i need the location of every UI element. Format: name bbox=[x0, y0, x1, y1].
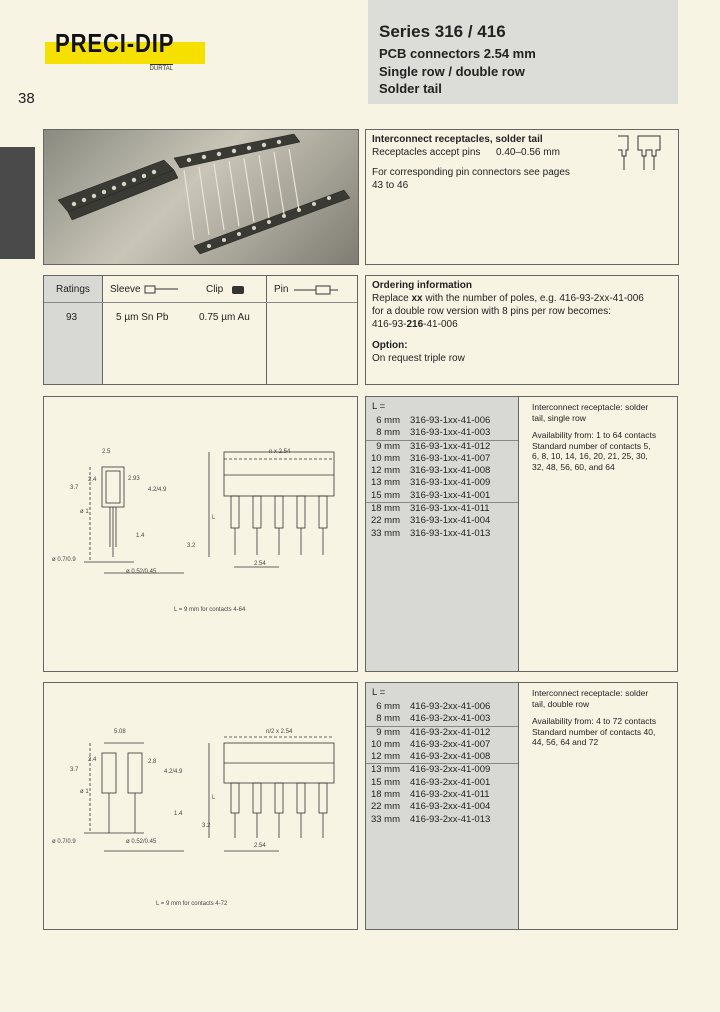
single-row-technical-drawing bbox=[44, 397, 357, 671]
code-len: 10 mm bbox=[370, 452, 400, 464]
code-value: 316-93-1xx-41-009 bbox=[410, 477, 491, 489]
double-row-technical-drawing bbox=[44, 683, 357, 929]
code-len: 12 mm bbox=[370, 465, 400, 477]
code-len: 6 mm bbox=[376, 415, 400, 426]
code-row bbox=[366, 801, 518, 813]
dim-single-d13: L bbox=[212, 515, 216, 521]
code-row bbox=[366, 515, 518, 527]
double-row-desc-panel bbox=[517, 682, 678, 930]
dim-double-d2: 2.4 bbox=[88, 757, 97, 763]
avail-line: Availability from: 4 to 72 contacts bbox=[532, 716, 657, 726]
code-len: 9 mm bbox=[376, 726, 400, 738]
ordering-line-1 bbox=[372, 293, 644, 306]
sleeve-icon bbox=[144, 284, 180, 296]
code-len: 8 mm bbox=[376, 427, 400, 439]
preci-dip-logo bbox=[45, 28, 205, 72]
code-len: 9 mm bbox=[376, 440, 400, 452]
code-value: 416-93-2xx-41-009 bbox=[410, 764, 491, 776]
avail-line: Standard number of contacts 5, bbox=[532, 440, 651, 451]
code-row bbox=[366, 777, 518, 789]
code-row bbox=[366, 440, 518, 453]
sleeve-header: Sleeve bbox=[110, 284, 141, 295]
clip-value: 0.75 µm Au bbox=[199, 312, 250, 323]
single-row-drawing-panel bbox=[43, 396, 358, 672]
ordering-line-3-bold: 216 bbox=[406, 319, 424, 330]
code-len: 18 mm bbox=[370, 789, 400, 801]
corresponding-text: For corresponding pin connectors see pages bbox=[372, 167, 570, 178]
sleeve-value: 5 µm Sn Pb bbox=[116, 312, 169, 323]
option-heading: Option: bbox=[372, 340, 408, 351]
code-value: 316-93-1xx-41-012 bbox=[410, 440, 491, 452]
code-value: 316-93-1xx-41-001 bbox=[410, 489, 491, 501]
dim-double-d12: 2.54 bbox=[254, 843, 266, 849]
ratings-divider-1 bbox=[102, 276, 103, 384]
page-number: 38 bbox=[18, 90, 35, 107]
code-len: 13 mm bbox=[370, 764, 400, 776]
code-value: 316-93-1xx-41-007 bbox=[410, 452, 491, 464]
dim-double-d3: 3.7 bbox=[70, 767, 79, 773]
corresponding-pages: 43 to 46 bbox=[372, 180, 409, 191]
code-value: 316-93-1xx-41-006 bbox=[410, 415, 491, 426]
code-row bbox=[366, 477, 518, 489]
dim-single-d11: n x 2.54 bbox=[269, 449, 291, 455]
code-row bbox=[366, 490, 518, 502]
avail-line: Standard number of contacts 40, bbox=[532, 726, 656, 737]
dim-double-d9: ø 0.7/0.9 bbox=[52, 839, 76, 845]
connector-photo-drawing bbox=[44, 130, 358, 264]
code-value: 316-93-1xx-41-003 bbox=[410, 427, 491, 439]
code-row bbox=[366, 763, 518, 776]
ordering-line-1-pre: Replace bbox=[372, 293, 412, 304]
pin-icon bbox=[292, 284, 340, 296]
code-value: 416-93-2xx-41-003 bbox=[410, 713, 491, 725]
code-row bbox=[366, 528, 518, 540]
rating-value: 93 bbox=[66, 312, 78, 323]
accept-label: Receptacles accept pins bbox=[372, 147, 481, 158]
code-value: 416-93-2xx-41-004 bbox=[410, 801, 491, 813]
code-len: 6 mm bbox=[376, 701, 400, 712]
code-len: 33 mm bbox=[370, 813, 400, 825]
desc-line: Interconnect receptacle: solder bbox=[532, 688, 649, 698]
ratings-box bbox=[43, 275, 358, 385]
code-row bbox=[366, 701, 518, 713]
dim-single-d5: 4.2/4.9 bbox=[148, 487, 167, 493]
code-value: 416-93-2xx-41-008 bbox=[410, 751, 491, 763]
code-row bbox=[366, 453, 518, 465]
pin-header: Pin bbox=[274, 284, 289, 295]
double-row-desc bbox=[532, 688, 656, 748]
code-row bbox=[366, 751, 518, 763]
dim-double-d6: ø 1 bbox=[80, 789, 89, 795]
code-len: 15 mm bbox=[370, 776, 400, 788]
double-row-code-panel bbox=[365, 682, 519, 930]
ordering-line-1-bold: xx bbox=[411, 293, 423, 304]
single-row-l-label: L = bbox=[372, 401, 386, 412]
header-line-1: PCB connectors 2.54 mm bbox=[379, 46, 536, 61]
header-line-2: Single row / double row bbox=[379, 64, 525, 79]
code-len: 13 mm bbox=[370, 477, 400, 489]
single-row-desc-panel bbox=[517, 396, 678, 672]
desc-line: tail, double row bbox=[532, 698, 590, 709]
ordering-info-box bbox=[365, 275, 679, 385]
dim-double-d8: 3.2 bbox=[202, 823, 211, 829]
dim-single-d10: ø 0.52/0.45 bbox=[126, 569, 157, 575]
single-row-code-panel bbox=[365, 396, 519, 672]
ratings-row-divider bbox=[44, 302, 357, 303]
option-text: On request triple row bbox=[372, 353, 465, 364]
avail-line: Availability from: 1 to 64 contacts bbox=[532, 430, 657, 440]
code-row bbox=[366, 427, 518, 439]
code-len: 18 mm bbox=[370, 503, 400, 515]
header-line-3: Solder tail bbox=[379, 81, 442, 96]
dim-single-d2: 2.4 bbox=[88, 477, 97, 483]
dim-single-d12: 2.54 bbox=[254, 561, 266, 567]
clip-icon bbox=[231, 285, 247, 295]
code-row bbox=[366, 415, 518, 427]
code-value: 316-93-1xx-41-013 bbox=[410, 527, 491, 539]
code-value: 416-93-2xx-41-012 bbox=[410, 726, 491, 738]
double-row-code-list bbox=[366, 701, 518, 826]
clip-header: Clip bbox=[206, 284, 224, 295]
ordering-line-2: for a double row version with 8 pins per row becomes: bbox=[372, 306, 612, 317]
code-value: 416-93-2xx-41-013 bbox=[410, 813, 491, 825]
dim-double-d7: 1.4 bbox=[174, 811, 183, 817]
dim-double-d11: n/2 x 2.54 bbox=[266, 729, 293, 735]
ordering-line-3-pre: 416-93- bbox=[372, 319, 407, 330]
code-value: 316-93-1xx-41-011 bbox=[410, 503, 490, 515]
code-value: 316-93-1xx-41-004 bbox=[410, 515, 491, 527]
code-value: 416-93-2xx-41-011 bbox=[410, 789, 490, 801]
ordering-line-3 bbox=[372, 319, 458, 332]
ratings-header: Ratings bbox=[56, 284, 90, 295]
code-value: 416-93-2xx-41-006 bbox=[410, 701, 491, 712]
code-row bbox=[366, 726, 518, 739]
dim-double-d4: 2.8 bbox=[148, 759, 157, 765]
code-row bbox=[366, 502, 518, 515]
ratings-divider-2 bbox=[266, 276, 267, 384]
ordering-line-1-post: with the number of poles, e.g. 416-93-2xx-41-006 bbox=[422, 293, 644, 304]
code-row bbox=[366, 739, 518, 751]
dim-single-d9: ø 0.7/0.9 bbox=[52, 557, 76, 563]
single-row-desc bbox=[532, 402, 656, 472]
dim-double-d1: 5.08 bbox=[114, 729, 126, 735]
code-len: 8 mm bbox=[376, 713, 400, 725]
code-value: 416-93-2xx-41-001 bbox=[410, 776, 491, 788]
double-row-drawing-panel bbox=[43, 682, 358, 930]
series-header bbox=[368, 0, 678, 104]
logo-text: PRECI-DIP bbox=[55, 28, 175, 58]
avail-line: 6, 8, 10, 14, 16, 20, 21, 25, 30, bbox=[532, 451, 648, 461]
code-len: 22 mm bbox=[370, 801, 400, 813]
code-value: 316-93-1xx-41-008 bbox=[410, 465, 491, 477]
accept-value: 0.40–0.56 mm bbox=[496, 147, 560, 158]
desc-line: Interconnect receptacle: solder bbox=[532, 402, 649, 412]
avail-line: 44, 56, 64 and 72 bbox=[532, 737, 599, 747]
info-heading: Interconnect receptacles, solder tail bbox=[372, 134, 543, 145]
code-len: 33 mm bbox=[370, 527, 400, 539]
ordering-line-3-post: -41-006 bbox=[423, 319, 458, 330]
code-len: 15 mm bbox=[370, 489, 400, 501]
double-row-caption: L = 9 mm for contacts 4-72 bbox=[156, 901, 228, 907]
double-row-l-label: L = bbox=[372, 687, 386, 698]
code-row bbox=[366, 465, 518, 477]
desc-line: tail, single row bbox=[532, 412, 586, 423]
receptacle-symbol-icon bbox=[616, 134, 666, 176]
dim-single-d4: 2.93 bbox=[128, 476, 140, 482]
dim-double-d5: 4.2/4.9 bbox=[164, 769, 183, 775]
dim-double-d13: L bbox=[212, 795, 216, 801]
code-len: 12 mm bbox=[370, 751, 400, 763]
product-photo bbox=[43, 129, 359, 265]
dim-single-d1: 2.5 bbox=[102, 449, 111, 455]
code-value: 416-93-2xx-41-007 bbox=[410, 738, 491, 750]
series-title: Series 316 / 416 bbox=[379, 22, 506, 41]
code-row bbox=[366, 713, 518, 725]
code-len: 22 mm bbox=[370, 515, 400, 527]
section-tab-marker bbox=[0, 147, 35, 259]
dim-single-d6: ø 1 bbox=[80, 509, 89, 515]
single-row-caption: L = 9 mm for contacts 4-64 bbox=[174, 607, 246, 613]
ordering-heading: Ordering information bbox=[372, 280, 472, 291]
code-len: 10 mm bbox=[370, 738, 400, 750]
interconnect-info-box bbox=[365, 129, 679, 265]
single-row-code-list bbox=[366, 415, 518, 540]
logo-subtext: DURTAL bbox=[149, 66, 173, 72]
dim-single-d3: 3.7 bbox=[70, 485, 79, 491]
code-row bbox=[366, 789, 518, 801]
dim-single-d7: 1.4 bbox=[136, 533, 145, 539]
dim-single-d8: 3.2 bbox=[187, 543, 196, 549]
code-row bbox=[366, 814, 518, 826]
dim-double-d10: ø 0.52/0.45 bbox=[126, 839, 157, 845]
avail-line: 32, 48, 56, 60, and 64 bbox=[532, 461, 615, 472]
